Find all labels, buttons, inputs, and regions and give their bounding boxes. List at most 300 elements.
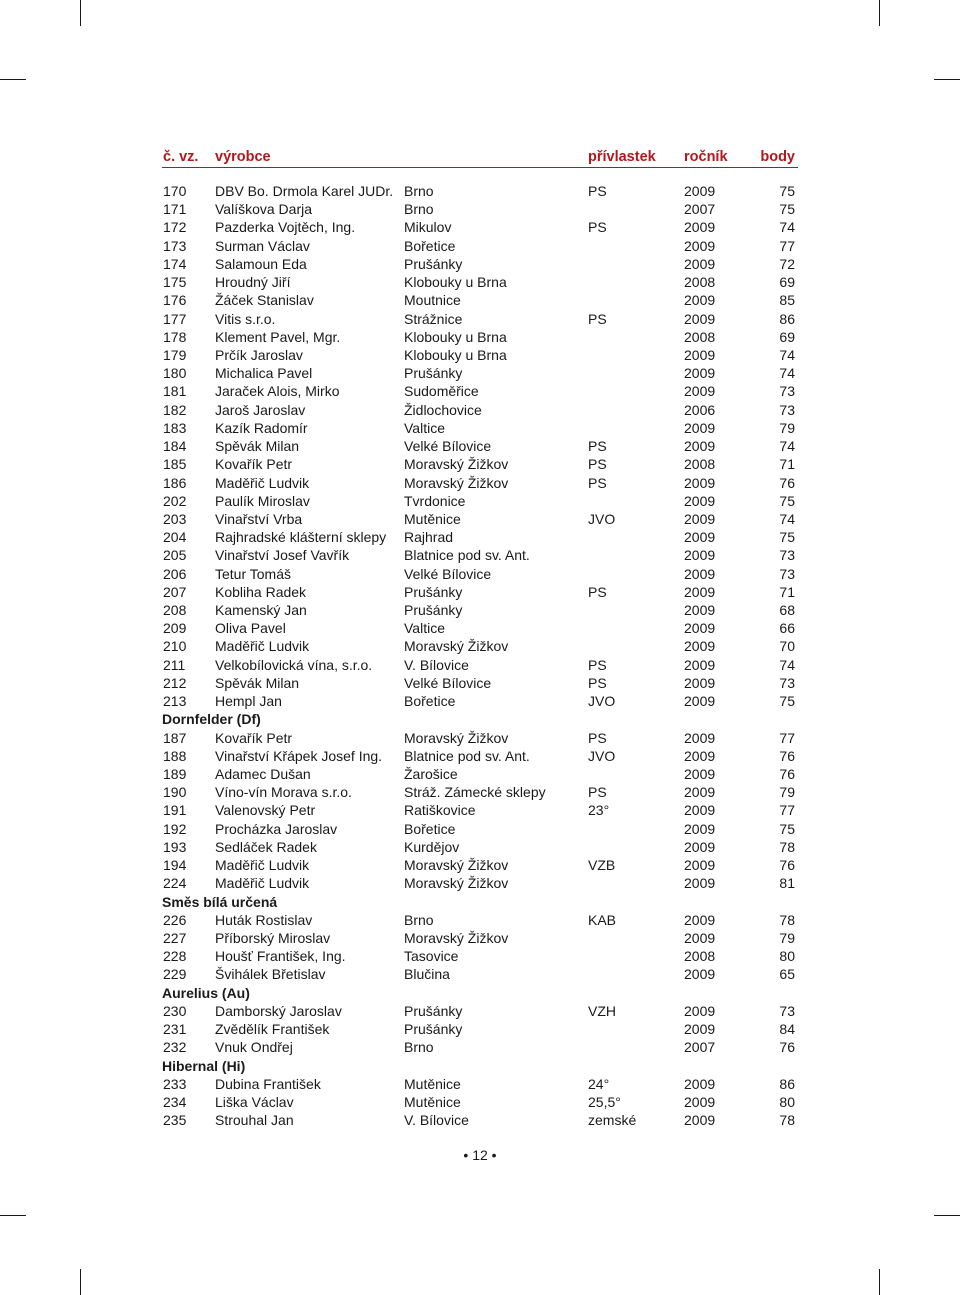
producer-name: Jaroš Jaroslav — [215, 401, 306, 418]
producer-location: Valtice — [404, 620, 445, 637]
producer-location: Strážnice — [404, 310, 463, 327]
entry-number: 181 — [163, 383, 187, 400]
producer-name: Valenovský Petr — [215, 802, 316, 819]
entry-number: 228 — [163, 948, 187, 965]
producer-location: Brno — [404, 183, 434, 199]
vintage-year: 2009 — [684, 820, 716, 837]
vintage-year: 2009 — [684, 474, 716, 491]
table-row — [162, 328, 798, 346]
producer-name: Spěvák Milan — [215, 674, 300, 691]
vintage-year: 2009 — [684, 693, 716, 710]
table-row — [162, 874, 798, 892]
vintage-year: 2009 — [684, 802, 716, 819]
producer-name: Adamec Dušan — [215, 766, 311, 782]
vintage-year: 2009 — [684, 219, 716, 236]
entry-number: 176 — [163, 292, 187, 309]
crop-mark — [80, 1269, 81, 1295]
table-row — [162, 291, 798, 309]
score-points: 78 — [779, 911, 795, 928]
table-row — [162, 1020, 798, 1038]
entry-number: 177 — [163, 310, 187, 327]
entry-number: 232 — [163, 1039, 187, 1056]
producer-name: Valíškova Darja — [215, 201, 313, 218]
producer-name: Zvědělík František — [215, 1021, 330, 1038]
score-points: 75 — [779, 183, 795, 199]
score-points: 77 — [779, 237, 795, 254]
score-points: 77 — [779, 729, 795, 746]
entry-number: 213 — [163, 693, 187, 710]
table-row — [162, 947, 798, 965]
score-points: 75 — [779, 529, 795, 546]
producer-name: Rajhradské klášterní sklepy — [215, 529, 387, 546]
producer-location: V. Bílovice — [404, 1112, 469, 1129]
producer-name: Maděřič Ludvik — [215, 474, 310, 491]
table-row — [162, 674, 798, 692]
producer-name: Vinařství Josef Vavřík — [215, 547, 350, 564]
table-row — [162, 1111, 798, 1129]
score-points: 74 — [779, 346, 795, 363]
entry-number: 187 — [163, 729, 187, 746]
producer-name: Kamenský Jan — [215, 602, 307, 619]
entry-number: 204 — [163, 529, 187, 546]
vintage-year: 2009 — [684, 838, 716, 855]
table-row — [162, 565, 798, 583]
vintage-year: 2009 — [684, 310, 716, 327]
score-points: 74 — [779, 219, 795, 236]
table-row — [162, 364, 798, 382]
producer-name: Kazík Radomír — [215, 419, 308, 436]
producer-location: Moravský Žižkov — [404, 474, 509, 491]
crop-mark — [0, 1215, 26, 1216]
vintage-year: 2009 — [684, 255, 716, 272]
vintage-year: 2009 — [684, 237, 716, 254]
producer-name: Oliva Pavel — [215, 620, 286, 637]
score-points: 78 — [779, 838, 795, 855]
table-row — [162, 820, 798, 838]
producer-name: Hroudný Jiří — [215, 274, 291, 291]
score-points: 73 — [779, 565, 795, 582]
table-row — [162, 346, 798, 364]
crop-mark — [879, 1269, 880, 1295]
entry-number: 212 — [163, 674, 187, 691]
producer-name: Příborský Miroslav — [215, 929, 331, 946]
vintage-year: 2009 — [684, 747, 716, 764]
vintage-year: 2009 — [684, 1093, 716, 1110]
crop-mark — [0, 79, 26, 80]
producer-name: Maděřič Ludvik — [215, 875, 310, 892]
producer-location: Stráž. Zámecké sklepy — [404, 784, 546, 801]
entry-number: 229 — [163, 966, 187, 983]
producer-location: Klobouky u Brna — [404, 346, 507, 363]
vintage-year: 2009 — [684, 583, 716, 600]
producer-location: Prušánky — [404, 602, 463, 619]
table-row — [162, 619, 798, 637]
score-points: 73 — [779, 674, 795, 691]
producer-name: Sedláček Radek — [215, 838, 317, 855]
producer-location: Blučina — [404, 966, 450, 983]
producer-name: Michalica Pavel — [215, 365, 313, 382]
table-row — [162, 474, 798, 492]
producer-location: Moravský Žižkov — [404, 857, 509, 874]
vintage-year: 2009 — [684, 638, 716, 655]
wine-attribute: VZB — [588, 857, 616, 874]
wine-attribute: 24° — [588, 1075, 610, 1092]
table-row — [162, 929, 798, 947]
score-points: 85 — [779, 292, 795, 309]
producer-name: Víno-vín Morava s.r.o. — [215, 784, 352, 801]
producer-location: Ratiškovice — [404, 802, 476, 819]
entry-number: 179 — [163, 346, 187, 363]
producer-name: Paulík Miroslav — [215, 492, 310, 509]
producer-location: Prušánky — [404, 365, 463, 382]
table-row — [162, 419, 798, 437]
producer-name: Klement Pavel, Mgr. — [215, 328, 341, 345]
producer-name: Procházka Jaroslav — [215, 820, 338, 837]
vintage-year: 2009 — [684, 875, 716, 892]
table-row — [162, 182, 798, 200]
table-row — [162, 401, 798, 419]
score-points: 72 — [779, 255, 795, 272]
vintage-year: 2009 — [684, 966, 716, 983]
producer-location: Žarošice — [404, 766, 458, 782]
section-heading: Aurelius (Au) — [162, 984, 250, 1001]
producer-name: Maděřič Ludvik — [215, 638, 310, 655]
table-row — [162, 510, 798, 528]
vintage-year: 2009 — [684, 1021, 716, 1038]
vintage-year: 2009 — [684, 492, 716, 509]
header-producer: výrobce — [215, 149, 271, 165]
producer-location: Prušánky — [404, 583, 463, 600]
producer-name: Vinařství Vrba — [215, 510, 303, 527]
producer-location: Rajhrad — [404, 529, 454, 546]
producer-name: Maděřič Ludvik — [215, 857, 310, 874]
vintage-year: 2009 — [684, 547, 716, 564]
entry-number: 208 — [163, 602, 187, 619]
score-points: 66 — [779, 620, 795, 637]
entry-number: 193 — [163, 838, 187, 855]
entry-number: 170 — [163, 183, 187, 199]
table-row — [162, 656, 798, 674]
score-points: 73 — [779, 547, 795, 564]
score-points: 74 — [779, 438, 795, 455]
producer-name: Prčík Jaroslav — [215, 346, 303, 363]
table-row — [162, 237, 798, 255]
table-row — [162, 200, 798, 218]
score-points: 76 — [779, 747, 795, 764]
score-points: 76 — [779, 474, 795, 491]
score-points: 86 — [779, 1075, 795, 1092]
entry-number: 234 — [163, 1093, 187, 1110]
score-points: 75 — [779, 492, 795, 509]
entry-number: 206 — [163, 565, 187, 582]
vintage-year: 2009 — [684, 183, 716, 199]
section-heading: Směs bílá určená — [162, 893, 278, 910]
entry-number: 173 — [163, 237, 187, 254]
entry-number: 210 — [163, 638, 187, 655]
producer-name: Švihálek Břetislav — [215, 966, 326, 983]
entry-number: 171 — [163, 201, 187, 218]
producer-location: Moravský Žižkov — [404, 929, 509, 946]
entry-number: 226 — [163, 911, 187, 928]
entry-number: 202 — [163, 492, 187, 509]
header-num: č. vz. — [163, 149, 199, 165]
vintage-year: 2009 — [684, 620, 716, 637]
vintage-year: 2009 — [684, 419, 716, 436]
table-row — [162, 382, 798, 400]
score-points: 80 — [779, 1093, 795, 1110]
entry-number: 224 — [163, 875, 187, 892]
score-points: 69 — [779, 274, 795, 291]
score-points: 71 — [779, 456, 795, 473]
producer-name: Velkobílovická vína, s.r.o. — [215, 656, 373, 673]
producer-location: Velké Bílovice — [404, 438, 492, 455]
producer-location: Mutěnice — [404, 1093, 461, 1110]
producer-location: Klobouky u Brna — [404, 274, 507, 291]
producer-name: Damborský Jaroslav — [215, 1002, 342, 1019]
crop-mark — [879, 0, 880, 26]
entry-number: 182 — [163, 401, 187, 418]
vintage-year: 2009 — [684, 565, 716, 582]
table-row — [162, 637, 798, 655]
table-row — [162, 747, 798, 765]
results-table — [162, 182, 798, 1129]
producer-location: Prušánky — [404, 1002, 463, 1019]
wine-attribute: PS — [588, 438, 607, 455]
entry-number: 230 — [163, 1002, 187, 1019]
vintage-year: 2009 — [684, 674, 716, 691]
entry-number: 227 — [163, 929, 187, 946]
table-row — [162, 528, 798, 546]
producer-name: Spěvák Milan — [215, 438, 300, 455]
entry-number: 189 — [163, 766, 187, 782]
vintage-year: 2009 — [684, 292, 716, 309]
producer-location: Tvrdonice — [404, 492, 466, 509]
wine-attribute: PS — [588, 456, 607, 473]
producer-location: Valtice — [404, 419, 445, 436]
score-points: 71 — [779, 583, 795, 600]
producer-name: Pazderka Vojtěch, Ing. — [215, 219, 356, 236]
producer-location: Sudoměřice — [404, 383, 479, 400]
producer-location: Prušánky — [404, 1021, 463, 1038]
table-row — [162, 437, 798, 455]
entry-number: 186 — [163, 474, 187, 491]
entry-number: 235 — [163, 1112, 187, 1129]
vintage-year: 2007 — [684, 201, 716, 218]
score-points: 86 — [779, 310, 795, 327]
vintage-year: 2009 — [684, 656, 716, 673]
table-row — [162, 692, 798, 710]
score-points: 79 — [779, 784, 795, 801]
table-row — [162, 911, 798, 929]
producer-location: Moravský Žižkov — [404, 729, 509, 746]
score-points: 73 — [779, 1002, 795, 1019]
score-points: 74 — [779, 510, 795, 527]
producer-name: Žáček Stanislav — [215, 292, 314, 309]
entry-number: 191 — [163, 802, 187, 819]
wine-attribute: JVO — [588, 693, 616, 710]
table-row — [162, 546, 798, 564]
producer-location: Mutěnice — [404, 510, 461, 527]
wine-attribute: PS — [588, 583, 607, 600]
entry-number: 205 — [163, 547, 187, 564]
wine-attribute: 23° — [588, 802, 610, 819]
entry-number: 231 — [163, 1021, 187, 1038]
score-points: 73 — [779, 383, 795, 400]
table-row — [162, 1075, 798, 1093]
entry-number: 188 — [163, 747, 187, 764]
producer-location: Moravský Žižkov — [404, 638, 509, 655]
producer-location: Brno — [404, 201, 434, 218]
wine-attribute: 25,5° — [588, 1093, 621, 1110]
score-points: 80 — [779, 948, 795, 965]
producer-location: Bořetice — [404, 693, 456, 710]
vintage-year: 2008 — [684, 948, 716, 965]
vintage-year: 2009 — [684, 438, 716, 455]
entry-number: 183 — [163, 419, 187, 436]
vintage-year: 2009 — [684, 1075, 716, 1092]
table-row — [162, 801, 798, 819]
crop-mark — [934, 1215, 960, 1216]
producer-location: Moutnice — [404, 292, 461, 309]
entry-number: 185 — [163, 456, 187, 473]
producer-name: Dubina František — [215, 1075, 321, 1092]
table-row — [162, 492, 798, 510]
score-points: 70 — [779, 638, 795, 655]
vintage-year: 2009 — [684, 911, 716, 928]
vintage-year: 2008 — [684, 328, 716, 345]
crop-mark — [934, 79, 960, 80]
entry-number: 207 — [163, 583, 187, 600]
wine-attribute: PS — [588, 784, 607, 801]
producer-name: DBV Bo. Drmola Karel JUDr. — [215, 183, 394, 199]
producer-name: Kobliha Radek — [215, 583, 307, 600]
producer-location: Tasovice — [404, 948, 459, 965]
score-points: 69 — [779, 328, 795, 345]
score-points: 76 — [779, 766, 795, 782]
producer-name: Surman Václav — [215, 237, 310, 254]
producer-location: Mikulov — [404, 219, 452, 236]
vintage-year: 2009 — [684, 365, 716, 382]
table-row — [162, 856, 798, 874]
vintage-year: 2008 — [684, 456, 716, 473]
score-points: 74 — [779, 365, 795, 382]
entry-number: 233 — [163, 1075, 187, 1092]
score-points: 76 — [779, 857, 795, 874]
producer-name: Strouhal Jan — [215, 1112, 294, 1129]
wine-attribute: VZH — [588, 1002, 616, 1019]
table-row — [162, 1002, 798, 1020]
score-points: 81 — [779, 875, 795, 892]
producer-location: Bořetice — [404, 237, 456, 254]
score-points: 75 — [779, 820, 795, 837]
table-row — [162, 729, 798, 747]
wine-attribute: PS — [588, 310, 607, 327]
producer-name: Tetur Tomáš — [215, 565, 291, 582]
vintage-year: 2009 — [684, 766, 716, 782]
entry-number: 172 — [163, 219, 187, 236]
producer-location: Kurdějov — [404, 838, 460, 855]
table-row — [162, 218, 798, 236]
vintage-year: 2008 — [684, 274, 716, 291]
wine-attribute: PS — [588, 729, 607, 746]
vintage-year: 2009 — [684, 510, 716, 527]
entry-number: 192 — [163, 820, 187, 837]
entry-number: 174 — [163, 255, 187, 272]
score-points: 68 — [779, 602, 795, 619]
producer-location: Židlochovice — [404, 401, 482, 418]
producer-location: Moravský Žižkov — [404, 875, 509, 892]
vintage-year: 2009 — [684, 1002, 716, 1019]
entry-number: 178 — [163, 328, 187, 345]
producer-name: Vitis s.r.o. — [215, 310, 276, 327]
header-attribute: přívlastek — [588, 149, 656, 165]
producer-location: Bořetice — [404, 820, 456, 837]
wine-attribute: PS — [588, 183, 607, 199]
table-row — [162, 273, 798, 291]
producer-name: Vnuk Ondřej — [215, 1039, 293, 1056]
producer-location: Brno — [404, 1039, 434, 1056]
page-number: • 12 • — [463, 1147, 497, 1163]
producer-name: Liška Václav — [215, 1093, 294, 1110]
producer-location: Klobouky u Brna — [404, 328, 507, 345]
table-row — [162, 783, 798, 801]
producer-location: Blatnice pod sv. Ant. — [404, 547, 530, 564]
entry-number: 211 — [163, 656, 186, 673]
wine-attribute: PS — [588, 219, 607, 236]
producer-location: Blatnice pod sv. Ant. — [404, 747, 530, 764]
vintage-year: 2009 — [684, 857, 716, 874]
vintage-year: 2009 — [684, 784, 716, 801]
producer-location: Prušánky — [404, 255, 463, 272]
producer-location: V. Bílovice — [404, 656, 469, 673]
vintage-year: 2009 — [684, 1112, 716, 1129]
table-header — [162, 147, 798, 168]
vintage-year: 2009 — [684, 346, 716, 363]
wine-attribute: PS — [588, 656, 607, 673]
header-points: body — [760, 149, 795, 165]
entry-number: 194 — [163, 857, 187, 874]
producer-location: Brno — [404, 911, 434, 928]
score-points: 77 — [779, 802, 795, 819]
table-row — [162, 255, 798, 273]
vintage-year: 2006 — [684, 401, 716, 418]
vintage-year: 2007 — [684, 1039, 716, 1056]
score-points: 75 — [779, 201, 795, 218]
score-points: 73 — [779, 401, 795, 418]
score-points: 78 — [779, 1112, 795, 1129]
score-points: 84 — [779, 1021, 795, 1038]
table-row — [162, 765, 798, 783]
table-row — [162, 583, 798, 601]
header-year: ročník — [684, 149, 728, 165]
vintage-year: 2009 — [684, 383, 716, 400]
table-row — [162, 1093, 798, 1111]
entry-number: 203 — [163, 510, 187, 527]
producer-name: Salamoun Eda — [215, 255, 307, 272]
table-row — [162, 965, 798, 983]
wine-attribute: KAB — [588, 911, 617, 928]
score-points: 79 — [779, 929, 795, 946]
table-row — [162, 455, 798, 473]
score-points: 76 — [779, 1039, 795, 1056]
vintage-year: 2009 — [684, 929, 716, 946]
wine-attribute: PS — [588, 674, 607, 691]
producer-name: Kovařík Petr — [215, 456, 293, 473]
table-row — [162, 310, 798, 328]
producer-name: Kovařík Petr — [215, 729, 293, 746]
producer-name: Houšť František, Ing. — [215, 948, 346, 965]
entry-number: 180 — [163, 365, 187, 382]
